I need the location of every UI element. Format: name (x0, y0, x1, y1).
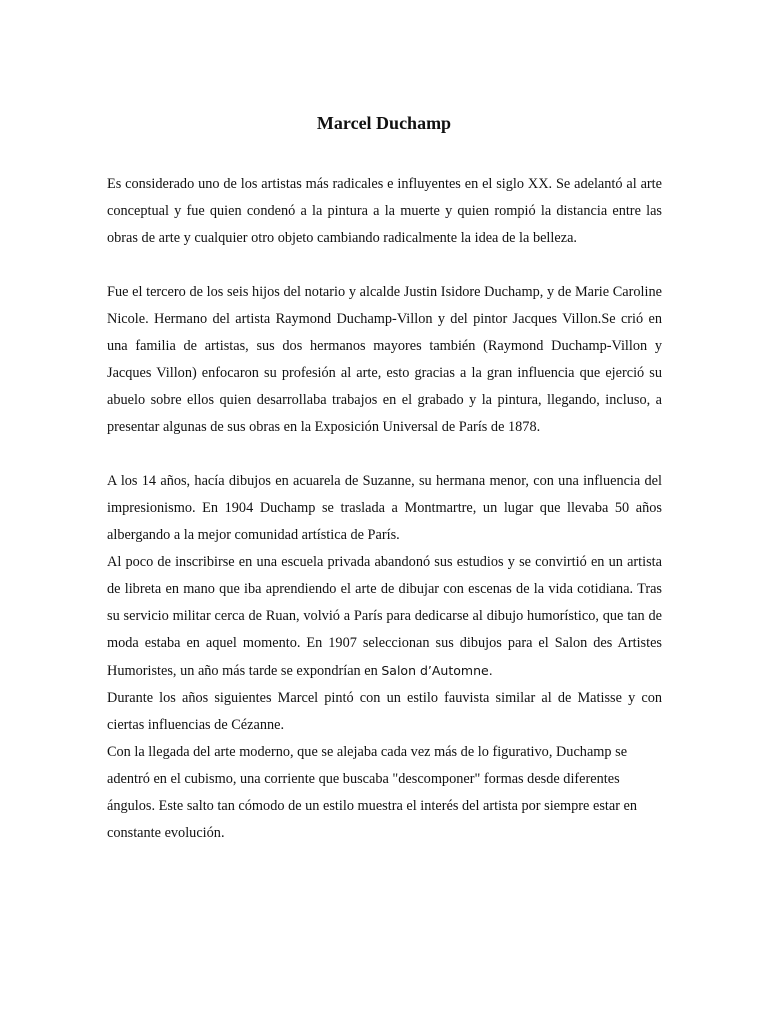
document-body (107, 171, 662, 847)
paragraph-education-text: Al poco de inscribirse en una escuela privada abandonó sus estudios y se convirtió en un artista de libreta en mano que iba aprendiendo el arte de dibujar con escenas de la vida cotidiana. Tras su servicio militar cerca de Ruan, volvió a París para dedicarse al dibujo humorístico, que tan de moda estaba en aquel momento. En 1907 seleccionan sus dibujos para el Salon des Artistes Humoristes, un año más tarde se expondrían en (107, 554, 662, 679)
paragraph-fauvism: Durante los años siguientes Marcel pintó con un estilo fauvista similar al de Matisse y con ciertas influencias de Cézanne. (107, 690, 662, 733)
paragraph-family: Fue el tercero de los seis hijos del notario y alcalde Justin Isidore Duchamp, y de Marie Caroline Nicole. Hermano del artista Raymond Duchamp-Villon y del pintor Jacques Villon.Se crió en una familia de artistas, sus dos hermanos mayores también (Raymond Duchamp-Villon y Jacques Villon) enfocaron su profesión al arte, esto gracias a la gran influencia que ejerció su abuelo sobre ellos quien desarrollaba trabajos en el grabado y la pintura, llegando, incluso, a presentar algunas de sus obras en la Exposición Universal de París de 1878. (107, 284, 662, 435)
salon-period: . (488, 663, 493, 678)
paragraph-early-years: A los 14 años, hacía dibujos en acuarela de Suzanne, su hermana menor, con una influencia del impresionismo. En 1904 Duchamp se traslada a Montmartre, un lugar que llevaba 50 años albergando a la mejor comunidad artística de París. (107, 473, 662, 543)
paragraph-education (107, 549, 662, 685)
paragraph-cubism: Con la llegada del arte moderno, que se alejaba cada vez más de lo figurativo, Duchamp se adentró en el cubismo, una corriente que buscaba "descomponer" formas desde diferentes ángulos. Este salto tan cómodo de un estilo muestra el interés del artista por siempre estar en constante evolución. (107, 744, 638, 841)
document-title: Marcel Duchamp (316, 113, 452, 133)
paragraph-intro: Es considerado uno de los artistas más radicales e influyentes en el siglo XX. Se adelantó al arte conceptual y fue quien condenó a la pintura a la muerte y quien rompió la distancia entre las obras de arte y cualquier otro objeto cambiando radicalmente la idea de la belleza. (107, 176, 662, 246)
salon-name: Salon d’Automne (381, 663, 489, 678)
